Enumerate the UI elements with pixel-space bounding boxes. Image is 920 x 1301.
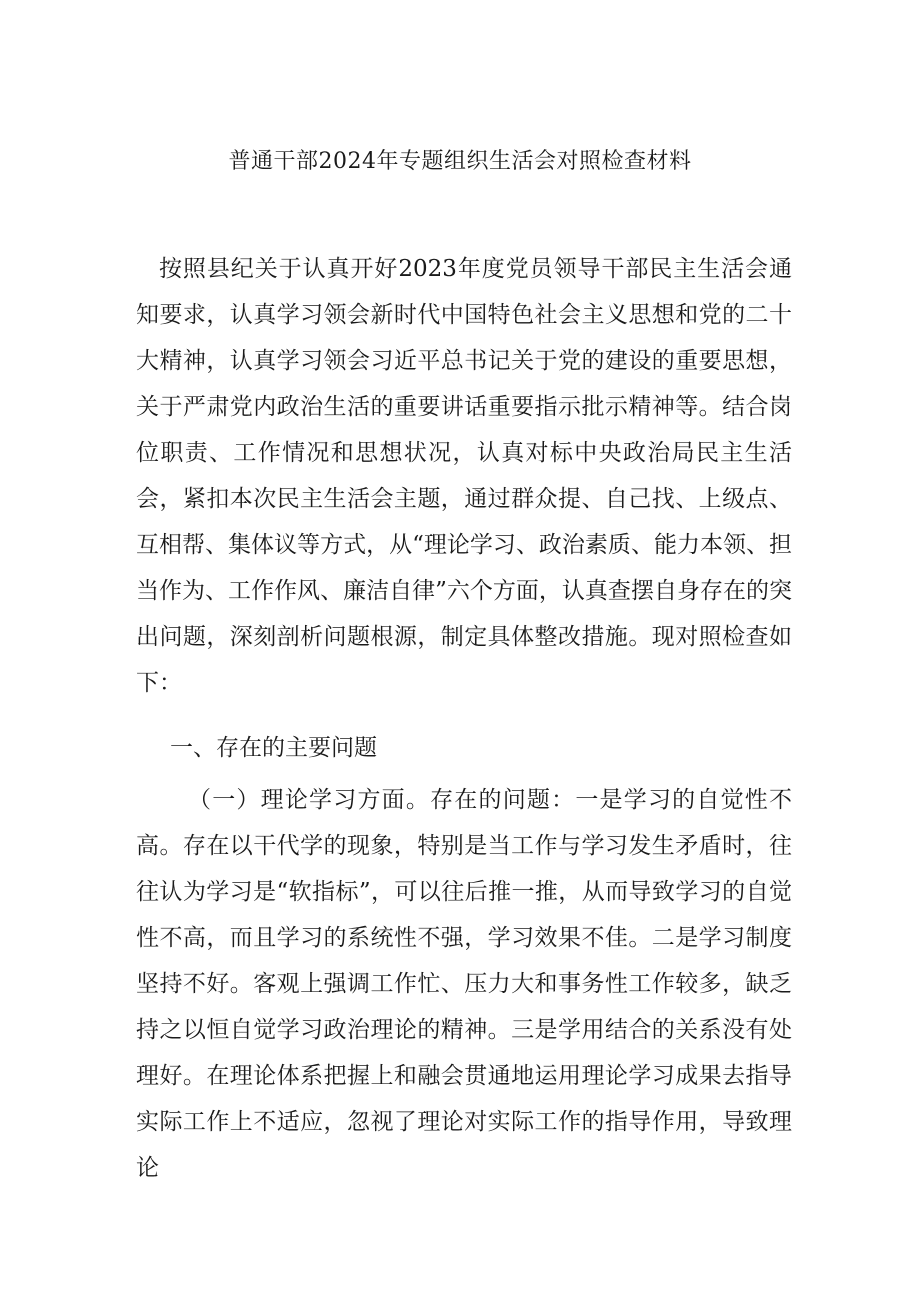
intro-paragraph: 按照县纪关于认真开好2023年度党员领导干部民主生活会通知要求，认真学习领会新时代中国特色社会主义思想和党的二十大精神，认真学习领会习近平总书记关于党的建设的重要思想，关于严肃党内政治生活的重要讲话重要指示批示精神等。结合岗位职责、工作情况和思想状况，认真对标中央政治局民主生活会，紧扣本次民主生活会主题，通过群众提、自己找、上级点、互相帮、集体议等方式，从“理论学习、政治素质、能力本领、担当作为、工作作风、廉洁自律”六个方面，认真查摆自身存在的突出问题，深刻剖析问题根源，制定具体整改措施。现对照检查如下： <box>136 256 792 696</box>
document-title: 普通干部2024年专题组织生活会对照检查材料 <box>228 149 692 174</box>
section-heading: 一、存在的主要问题 <box>170 735 377 761</box>
subsection-paragraph: （一）理论学习方面。存在的问题：一是学习的自觉性不高。存在以干代学的现象，特别是当工作与学习发生矛盾时，往往认为学习是“软指标”，可以往后推一推，从而导致学习的自觉性不高，而且学习的系统性不强，学习效果不佳。二是学习制度坚持不好。客观上强调工作忙、压力大和事务性工作较多，缺乏持之以恒自觉学习政治理论的精神。三是学用结合的关系没有处理好。在理论体系把握上和融会贯通地运用理论学习成果去指导实际工作上不适应，忽视了理论对实际工作的指导作用，导致理论 <box>136 787 792 1181</box>
